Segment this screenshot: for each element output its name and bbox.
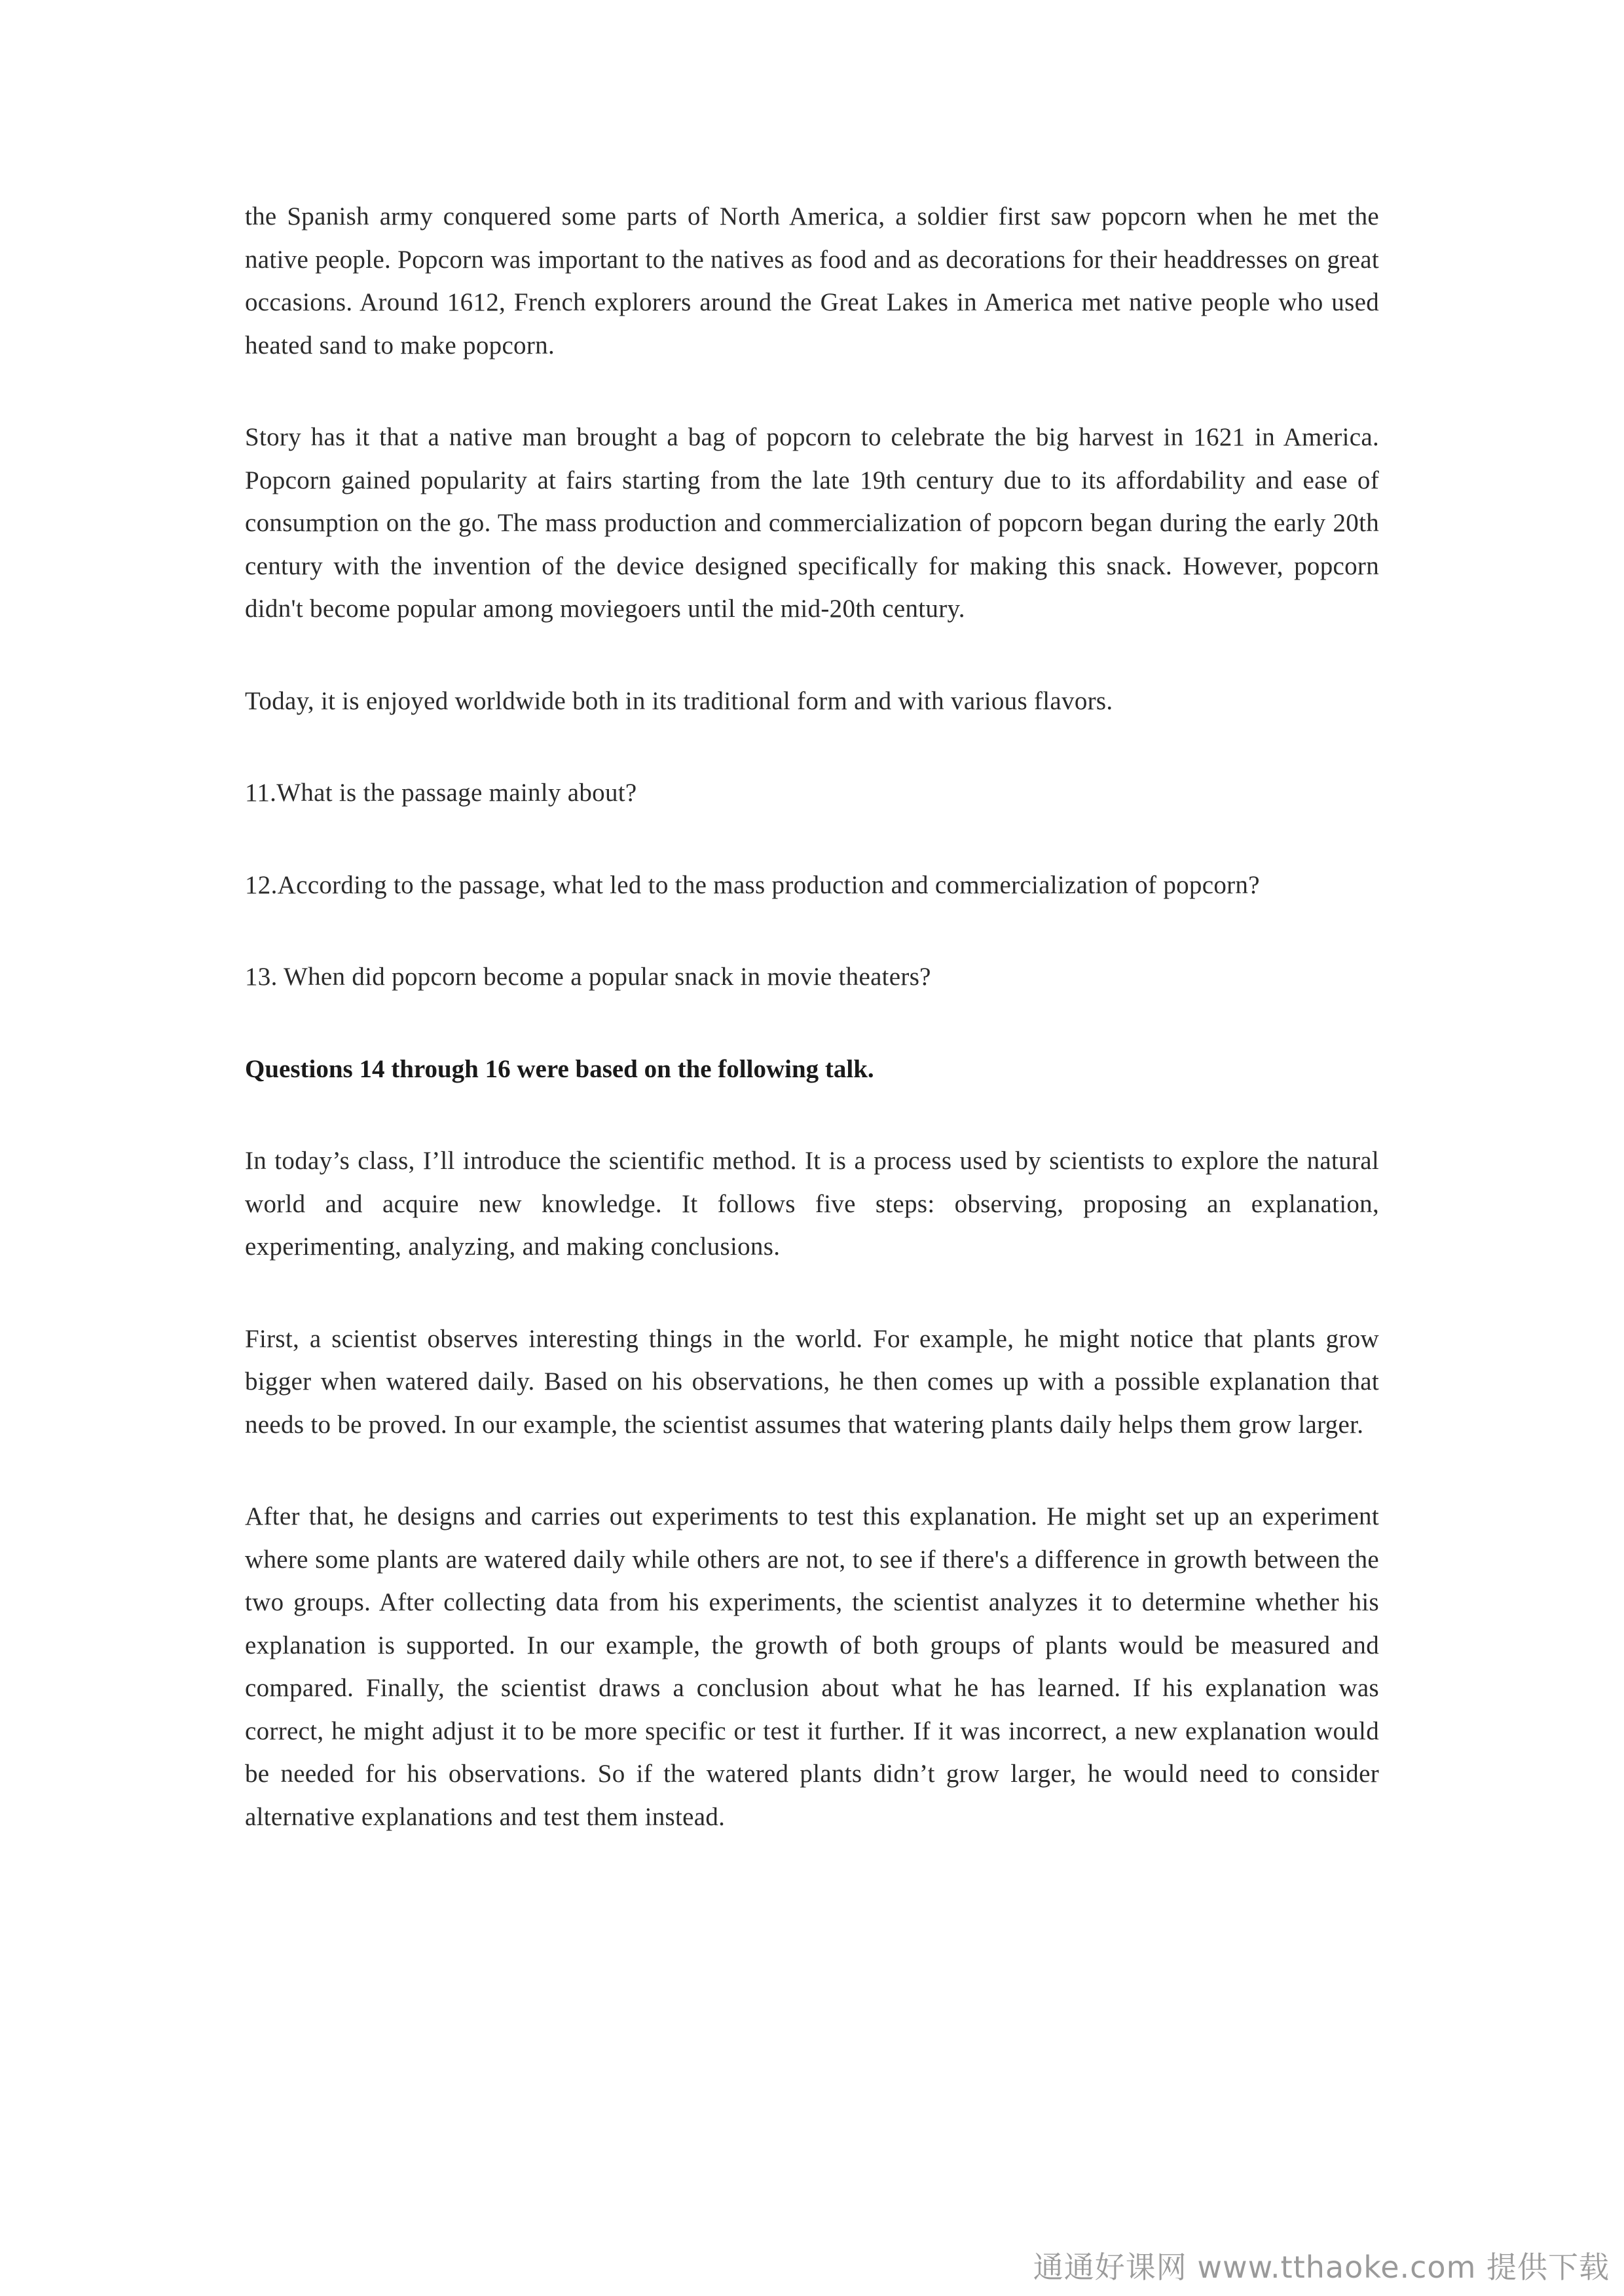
talk-paragraph-2: First, a scientist observes interesting things in the world. For example, he might notice that plants grow bigger when watered daily. Based on his observations, he then comes up with a possible explanation that needs to be proved. In our example, the scientist assumes that watering plants daily helps them grow larger.: [245, 1324, 1379, 1439]
talk-paragraph-1: In today’s class, I’ll introduce the scientific method. It is a process used by scientists to explore the natural world and acquire new knowledge. It follows five steps: observing, proposing an explanation, experimenting, analyzing, and making conclusions.: [245, 1147, 1379, 1261]
passage-paragraph-3: Today, it is enjoyed worldwide both in its traditional form and with various flavors.: [245, 686, 1113, 715]
section-heading: Questions 14 through 16 were based on the following talk.: [245, 1054, 874, 1083]
talk-paragraph-3: After that, he designs and carries out experiments to test this explanation. He might set up an experiment where some plants are watered daily while others are not, to see if there's a difference in growth between the two groups. After collecting data from his experiments, the scientist analyzes it to determine whether his explanation is supported. In our example, the growth of both groups of plants would be measured and compared. Finally, the scientist draws a conclusion about what he has learned. If his explanation was correct, he might adjust it to be more specific or test it further. If it was incorrect, a new explanation would be needed for his observations. So if the watered plants didn’t grow larger, he would need to consider alternative explanations and test them instead.: [245, 1502, 1379, 1831]
site-watermark: 通通好课网 www.tthaoke.com 提供下载: [1033, 2250, 1610, 2285]
question-11: 11.What is the passage mainly about?: [245, 779, 637, 807]
passage-paragraph-2: Story has it that a native man brought a bag of popcorn to celebrate the big harvest in 1621 in America. Popcorn gained popularity at fairs starting from the late 19th century due to its affordability and ease of consumption on the go. The mass production and commercialization of popcorn began during the early 20th century with the invention of the device designed specifically for making this snack. However, popcorn didn't become popular among moviegoers until the mid-20th century.: [245, 423, 1379, 623]
question-13: 13. When did popcorn become a popular snack in movie theaters?: [245, 963, 931, 991]
passage-paragraph-1: the Spanish army conquered some parts of North America, a soldier first saw popcorn when he met the native people. Popcorn was important to the natives as food and as decorations for their headdresses on great occasions. Around 1612, French explorers around the Great Lakes in America met native people who used heated sand to make popcorn.: [245, 202, 1379, 360]
document-page: [245, 195, 1379, 1887]
question-12: 12.According to the passage, what led to the mass production and commercialization of popcorn?: [245, 870, 1260, 899]
